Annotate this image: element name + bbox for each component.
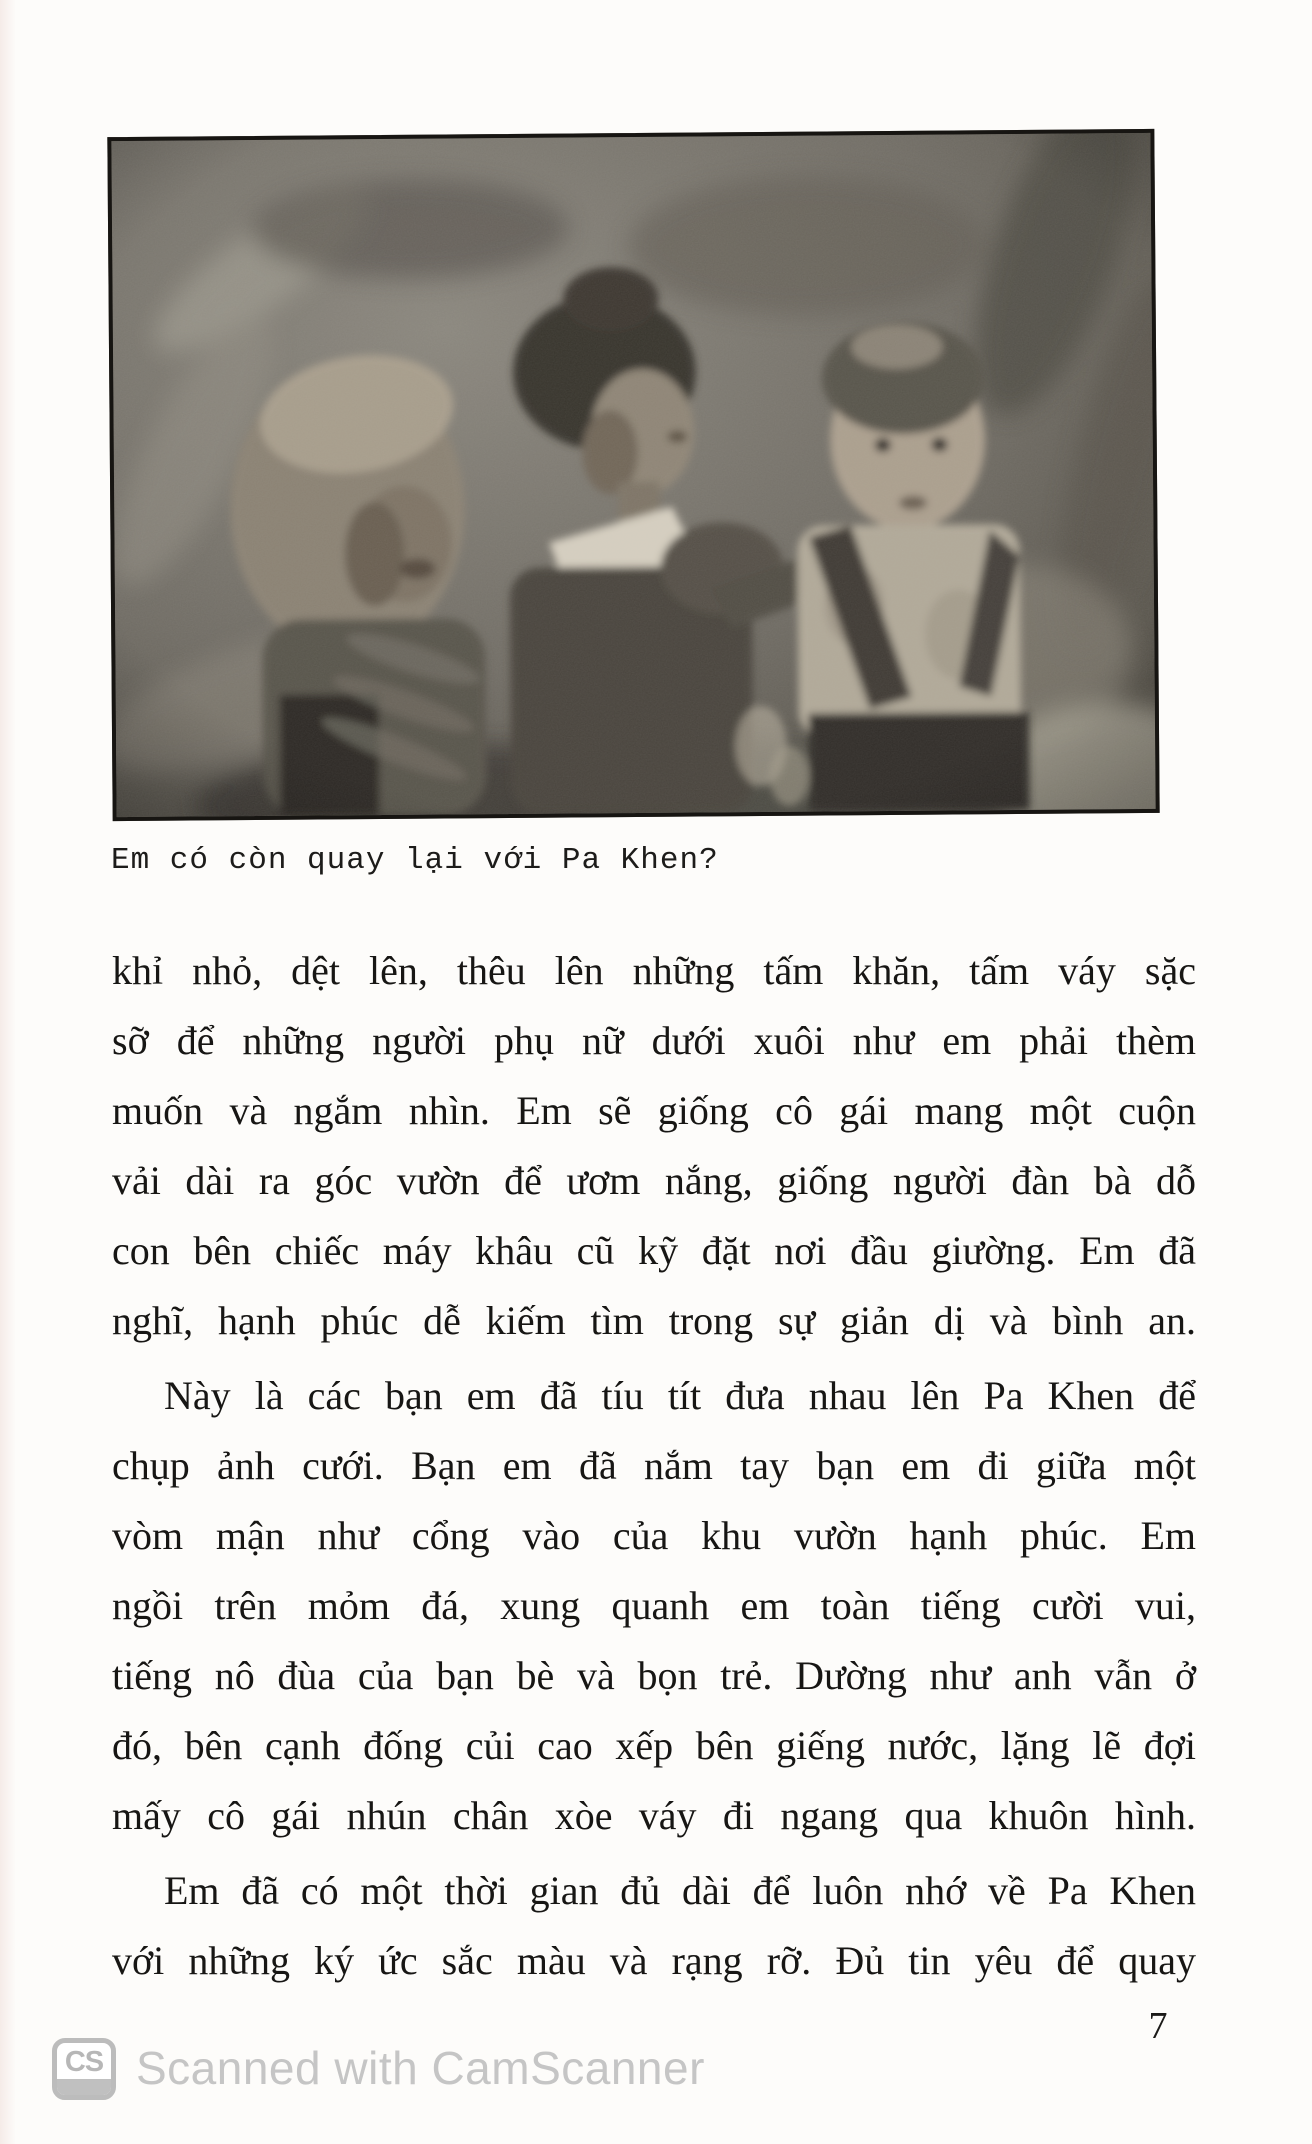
photo-children — [107, 129, 1159, 821]
text-line: đó, bên cạnh đống củi cao xếp bên giếng nước, lặng lẽ đợi — [112, 1723, 1196, 1768]
watermark-text: Scanned with CamScanner — [136, 2042, 705, 2094]
text-line: khỉ nhỏ, dệt lên, thêu lên những tấm khăn, tấm váy sặc — [112, 948, 1196, 993]
text-line: vòm mận như cổng vào của khu vườn hạnh phúc. Em — [112, 1513, 1196, 1558]
text-line: muốn và ngắm nhìn. Em sẽ giống cô gái mang một cuộn — [112, 1088, 1196, 1133]
text-line: nghĩ, hạnh phúc dễ kiếm tìm trong sự giản dị và bình an. — [112, 1298, 1196, 1343]
text-line: con bên chiếc máy khâu cũ kỹ đặt nơi đầu giường. Em đã — [112, 1228, 1196, 1273]
text-line: chụp ảnh cưới. Bạn em đã nắm tay bạn em đi giữa một — [112, 1443, 1196, 1488]
body-text — [112, 936, 1196, 1996]
camscanner-logo-bar — [57, 2079, 111, 2095]
paragraph — [112, 1361, 1196, 1851]
paragraph — [112, 936, 1196, 1356]
camscanner-logo-text: CS — [64, 2046, 104, 2078]
text-line: mấy cô gái nhún chân xòe váy đi ngang qua khuôn hình. — [112, 1793, 1196, 1838]
text-line: vải dài ra góc vườn để ươm nắng, giống người đàn bà dỗ — [112, 1158, 1196, 1203]
text-line: Này là các bạn em đã tíu tít đưa nhau lên Pa Khen để — [164, 1373, 1196, 1418]
camscanner-logo-icon — [52, 2038, 116, 2100]
camscanner-watermark — [52, 2038, 705, 2100]
text-line: sỡ để những người phụ nữ dưới xuôi như em phải thèm — [112, 1018, 1196, 1063]
text-line: tiếng nô đùa của bạn bè và bọn trẻ. Dường như anh vẫn ở — [112, 1653, 1196, 1698]
text-line: ngồi trên mỏm đá, xung quanh em toàn tiếng cười vui, — [112, 1583, 1196, 1628]
paragraph — [112, 1856, 1196, 1996]
photo-children-illustration — [111, 133, 1155, 817]
text-line: với những ký ức sắc màu và rạng rỡ. Đủ tin yêu để quay — [112, 1938, 1196, 1983]
text-line: Em đã có một thời gian đủ dài để luôn nhớ về Pa Khen — [164, 1868, 1196, 1913]
photo-caption: Em có còn quay lại với Pa Khen? — [111, 843, 719, 878]
page-number: 7 — [1148, 2005, 1168, 2047]
